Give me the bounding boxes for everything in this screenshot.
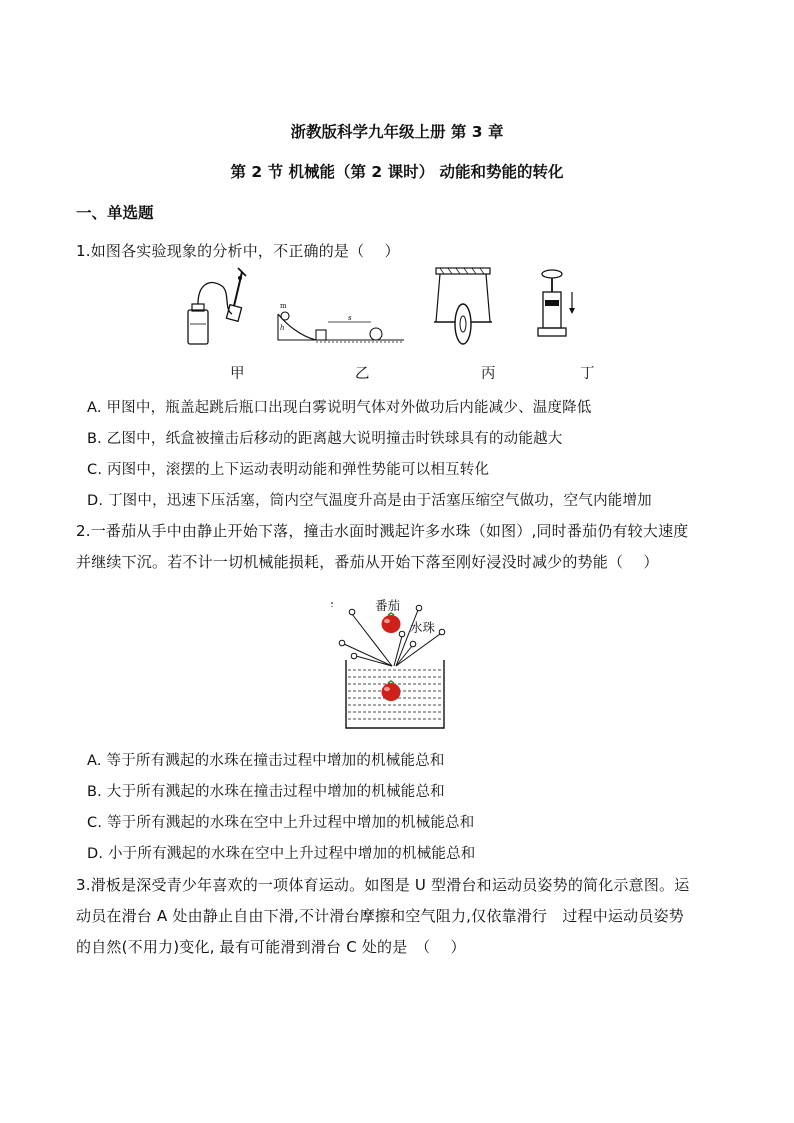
question-2-stem-line-2: 并继续下沉。若不计一切机械能损耗，番茄从开始下落至刚好浸没时减少的势能（ ）: [76, 553, 659, 571]
figure-label-jia: 甲: [230, 366, 245, 382]
question-2-stem-line-1: 2.一番茄从手中由静止开始下落，撞击水面时溅起许多水珠（如图）,同时番茄仍有较大速度: [76, 522, 689, 540]
page-title: 浙教版科学九年级上册 第 3 章: [290, 123, 504, 141]
figure-bing-roll-pendulum-illustration: [432, 266, 494, 346]
question-1-stem: 1.如图各实验现象的分析中，不正确的是（ ）: [76, 242, 400, 260]
question-1-option-c[interactable]: C. 丙图中，滚摆的上下运动表明动能和弹性势能可以相互转化: [87, 462, 490, 478]
figure-label-droplet: 水珠: [410, 620, 436, 635]
question-2-option-d[interactable]: D. 小于所有溅起的水珠在空中上升过程中增加的机械能总和: [87, 846, 476, 862]
page-subtitle: 第 2 节 机械能（第 2 课时） 动能和势能的转化: [230, 163, 564, 181]
question-2-option-c[interactable]: C. 等于所有溅起的水珠在空中上升过程中增加的机械能总和: [87, 815, 475, 831]
figure-jia-bottle-illustration: [180, 266, 260, 348]
svg-text:m: m: [280, 302, 287, 310]
question-3-stem-line-2: 动员在滑台 A 处由静止自由下滑,不计滑台摩擦和空气阻力,仅依靠滑行 过程中运动员姿势: [76, 907, 684, 925]
question-3-stem-line-3: 的自然(不用力)变化, 最有可能滑到滑台 C 处的是 （ ）: [76, 938, 466, 956]
question-2-option-b[interactable]: B. 大于所有溅起的水珠在撞击过程中增加的机械能总和: [87, 784, 445, 800]
figure-label-yi: 乙: [355, 366, 370, 382]
svg-text:s: s: [348, 314, 352, 322]
question-3-stem-line-1: 3.滑板是深受青少年喜欢的一项体育运动。如图是 U 型滑台和运动员姿势的简化示意图。运: [76, 876, 690, 894]
figure-ding-air-piston-illustration: [532, 268, 582, 346]
question-1-option-d[interactable]: D. 丁图中，迅速下压活塞，筒内空气温度升高是由于活塞压缩空气做功，空气内能增加: [87, 493, 652, 509]
figure-label-bing: 丙: [481, 366, 496, 382]
figure-label-ding: 丁: [580, 366, 595, 382]
question-1-option-a[interactable]: A. 甲图中，瓶盖起跳后瓶口出现白雾说明气体对外做功后内能减少、温度降低: [87, 400, 592, 416]
question-2-option-a[interactable]: A. 等于所有溅起的水珠在撞击过程中增加的机械能总和: [87, 753, 445, 769]
figure-tomato-water-illustration: [330, 596, 465, 730]
figure-label-tomato: 番茄: [375, 598, 401, 613]
section-heading: 一、单选题: [76, 204, 154, 222]
svg-text:h: h: [280, 324, 285, 332]
question-1-option-b[interactable]: B. 乙图中，纸盒被撞击后移动的距离越大说明撞击时铁球具有的动能越大: [87, 431, 563, 447]
figure-yi-ramp-illustration: [276, 300, 406, 348]
